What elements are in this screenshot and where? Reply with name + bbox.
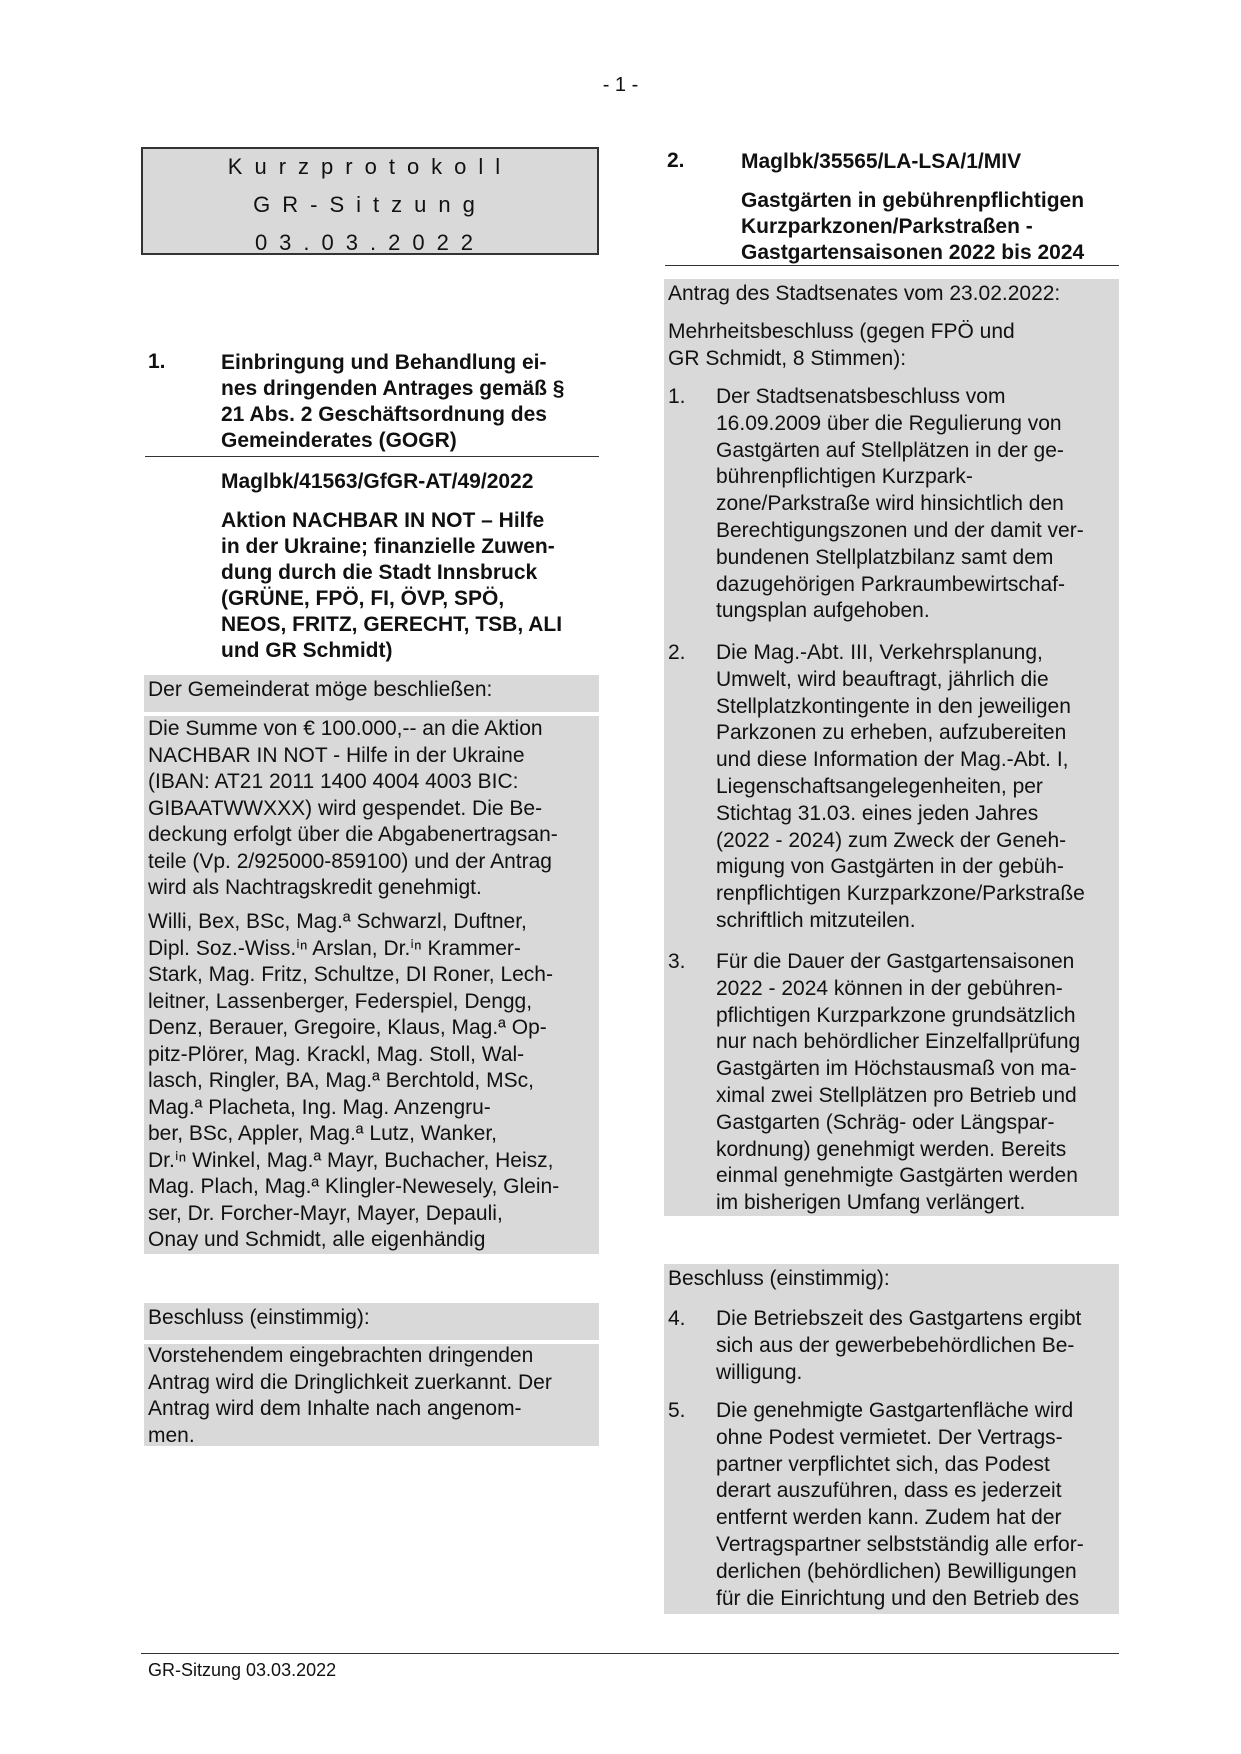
stadtsenat-intro: Antrag des Stadtsenates vom 23.02.2022: — [668, 282, 1061, 305]
item1-divider — [145, 456, 599, 457]
footer-divider — [141, 1653, 1119, 1654]
point-number: 5. — [668, 1399, 686, 1422]
item2-title: Gastgärten in gebührenpflichtigen Kurzparkzonen/Parkstraßen - Gastgartensaisonen 2022 bis 2024 — [741, 189, 1085, 264]
motion-text: Die Summe von € 100.000,-- an die Aktion NACHBAR IN NOT - Hilfe in der Ukraine (IBAN: AT21 2011 1400 4004 4003 BIC: GIBAATWWXXX) wird gespendet. Die Be- deckung erfolgt über die Abgabenertragsan- teile (Vp. 2/925000-859100) und der Antrag wird als Nachtragskredit genehmigt. — [148, 717, 558, 899]
decision-heading: Beschluss (einstimmig): — [148, 1306, 370, 1329]
title-date: 03.03.2022 — [254, 230, 486, 255]
point-number: 3. — [668, 950, 686, 973]
point-text: Die Mag.-Abt. III, Verkehrsplanung, Umwelt, wird beauftragt, jährlich die Stellplatzkontingente in den jeweiligen Parkzonen zu erheben, aufzubereiten und diese Information der Mag.-Abt. I, Liegenschaftsangelegenheiten, per Stichtag 31.03. eines jeden Jahres (2022 - 2024) zum Zweck der Geneh- migung von Gastgärten in der gebüh- renpflichtigen Kurzparkzone/Parkstraße schriftlich mitzuteilen. — [716, 641, 1085, 932]
title-box — [141, 147, 599, 255]
point-text: Der Stadtsenatsbeschluss vom 16.09.2009 über die Regulierung von Gastgärten auf Stellplätzen in der ge- bührenpflichtigen Kurzpark- zone/Parkstraße wird hinsichtlich den Berechtigungszonen und der damit ver- bundenen Stellplatzbilanz samt dem dazugehörigen Parkraumbewirtschaf- tungsplan aufgehoben. — [716, 385, 1084, 623]
footer-text: GR-Sitzung 03.03.2022 — [148, 1660, 337, 1680]
item1-ref: Maglbk/41563/GfGR-AT/49/2022 — [221, 470, 534, 493]
item2-number: 2. — [667, 149, 685, 172]
point-number: 2. — [668, 641, 686, 664]
motion-heading: Der Gemeinderat möge beschließen: — [148, 678, 493, 701]
title-kurzprotokoll: Kurzprotokoll — [227, 154, 513, 179]
point-number: 4. — [668, 1307, 686, 1330]
right-decision-heading: Beschluss (einstimmig): — [668, 1267, 890, 1290]
point-text: Die genehmigte Gastgartenfläche wird ohne Podest vermietet. Der Vertrags- partner verpflichtet sich, das Podest derart auszuführen, dass es jederzeit entfernt werden kann. Zudem hat der Vertragspartner selbstständig alle erfor- derlichen (behördlichen) Bewilligungen für die Einrichtung und den Betrieb des — [716, 1399, 1084, 1610]
item1-title: Einbringung und Behandlung ei- nes dringenden Antrages gemäß § 21 Abs. 2 Geschäftsordnung des Gemeinderates (GOGR) — [221, 351, 565, 452]
title-session: GR-Sitzung — [253, 192, 487, 217]
signers-list: Willi, Bex, BSc, Mag.ª Schwarzl, Duftner, Dipl. Soz.-Wiss.ⁱⁿ Arslan, Dr.ⁱⁿ Krammer- Stark, Mag. Fritz, Schultze, DI Roner, Lech- leitner, Lassenberger, Federspiel, Dengg, Denz, Berauer, Gregoire, Klaus, Mag.ª Op- pitz-Plörer, Mag. Krackl, Mag. Stoll, Wal- lasch, Ringler, BA, Mag.ª Berchtold, MSc, Mag.ª Placheta, Ing. Mag. Anzengru- ber, BSc, Appler, Mag.ª Lutz, Wanker, Dr.ⁱⁿ Winkel, Mag.ª Mayr, Buchacher, Heisz, Mag. Plach, Mag.ª Klingler-Newesely, Glein- ser, Dr. Forcher-Mayr, Mayer, Depauli, Onay und Schmidt, alle eigenhändig — [148, 910, 560, 1251]
majority-decision: Mehrheitsbeschluss (gegen FPÖ und GR Schmidt, 8 Stimmen): — [668, 320, 1015, 370]
point-number: 1. — [668, 385, 686, 408]
item2-divider — [665, 265, 1119, 266]
point-text: Für die Dauer der Gastgartensaisonen 2022 - 2024 können in der gebühren- pflichtigen Kurzparkzone grundsätzlich nur nach behördlicher Einzelfallprüfung Gastgärten im Höchstausmaß von ma- ximal zwei Stellplätzen pro Betrieb und Gastgarten (Schräg- oder Längspar- kordnung) genehmigt werden. Bereits einmal genehmigte Gastgärten werden im bisherigen Umfang verlängert. — [716, 950, 1081, 1215]
decision-text: Vorstehendem eingebrachten dringenden Antrag wird die Dringlichkeit zuerkannt. Der Antrag wird dem Inhalte nach angenom- men. — [148, 1344, 552, 1447]
item1-subject: Aktion NACHBAR IN NOT – Hilfe in der Ukraine; finanzielle Zuwen- dung durch die Stadt Innsbruck (GRÜNE, FPÖ, FI, ÖVP, SPÖ, NEOS, FRITZ, GERECHT, TSB, ALI und GR Schmidt) — [221, 509, 563, 662]
item2-ref: Maglbk/35565/LA-LSA/1/MIV — [741, 150, 1022, 173]
point-text: Die Betriebszeit des Gastgartens ergibt sich aus der gewerbebehördlichen Be- willigung. — [716, 1307, 1082, 1384]
item1-number: 1. — [148, 350, 166, 373]
page-number: - 1 - — [602, 74, 639, 96]
